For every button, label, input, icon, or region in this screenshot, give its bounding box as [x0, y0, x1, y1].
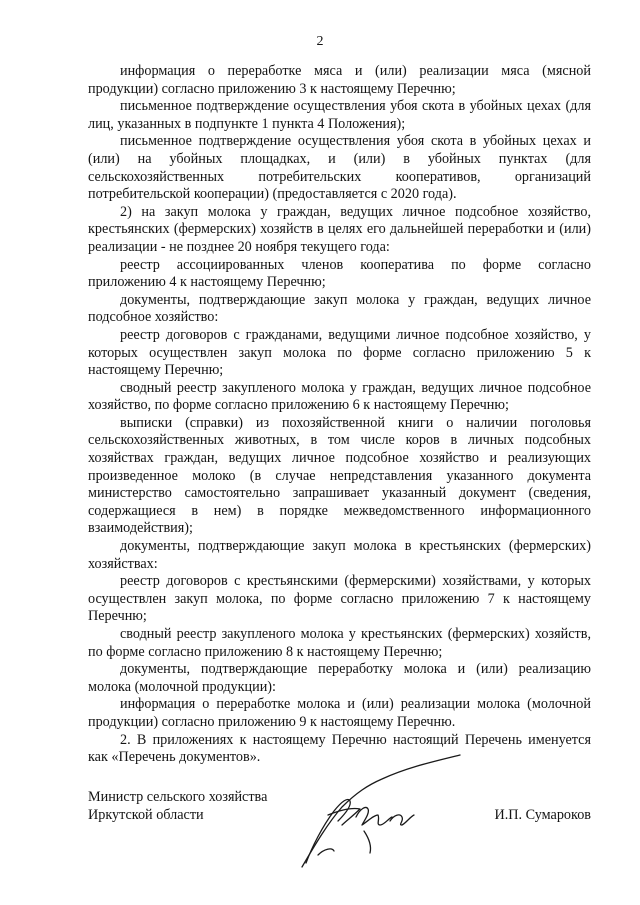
- document-body: [88, 63, 591, 767]
- paragraph: выписки (справки) из похозяйственной книги о наличии поголовья сельскохозяйственных животных, в том числе коров в личных подсобных хозяйствах граждан, ведущих личное подсобное хозяйство и реализующих произведенное молоко (в случае непредставления указанного документа министерство самостоятельно запрашивает указанный документ (сведения, содержащиеся в нем) в порядке межведомственного информационного взаимодействия);: [88, 414, 591, 537]
- page-number: 2: [316, 34, 324, 49]
- signer-name: И.П. Сумароков: [494, 806, 591, 823]
- paragraph: 2) на закуп молока у граждан, ведущих личное подсобное хозяйство, крестьянских (фермерских) хозяйств в целях его дальнейшей переработки и (или) реализации - не позднее 20 ноября текущего года:: [88, 203, 591, 255]
- paragraph: информация о переработке молока и (или) реализации молока (молочной продукции) согласно приложению 9 к настоящему Перечню.: [88, 696, 591, 730]
- signer-position: [88, 789, 267, 824]
- paragraph: реестр ассоциированных членов кооператива по форме согласно приложению 4 к настоящему Перечню;: [88, 256, 591, 291]
- paragraph: документы, подтверждающие закуп молока в крестьянских (фермерских) хозяйствах:: [88, 538, 591, 572]
- paragraph: информация о переработке мяса и (или) реализации мяса (мясной продукции) согласно приложению 3 к настоящему Перечню;: [88, 63, 591, 97]
- paragraph: письменное подтверждение осуществления убоя скота в убойных цехах и (или) на убойных площадках, и (или) в убойных пунктах (для сельскохозяйственных потребительских кооперативов, организаций потребительской кооперации) (предоставляется с 2020 года).: [88, 133, 591, 203]
- paragraph: сводный реестр закупленого молока у граждан, ведущих личное подсобное хозяйство, по форме согласно приложению 6 к настоящему Перечню;: [88, 379, 591, 414]
- paragraph: документы, подтверждающие закуп молока у граждан, ведущих личное подсобное хозяйство:: [88, 291, 591, 326]
- handwritten-signature-icon: [298, 751, 468, 871]
- paragraph: реестр договоров с гражданами, ведущими личное подсобное хозяйство, у которых осуществлен закуп молока по форме согласно приложению 5 к настоящему Перечню;: [88, 326, 591, 379]
- paragraph: письменное подтверждение осуществления убоя скота в убойных цехах (для лиц, указанных в подпункте 1 пункта 4 Положения);: [88, 98, 591, 132]
- paragraph: 2. В приложениях к настоящему Перечню настоящий Перечень именуется как «Перечень документов».: [88, 731, 591, 766]
- signer-position-line: Министр сельского хозяйства: [88, 789, 268, 805]
- paragraph: документы, подтверждающие переработку молока и (или) реализацию молока (молочной продукции):: [88, 661, 591, 695]
- signer-position-line: Иркутской области: [88, 806, 204, 823]
- paragraph: реестр договоров с крестьянскими (фермерскими) хозяйствами, у которых осуществлен закуп молока, по форме согласно приложению 7 к настоящему Перечню;: [88, 573, 591, 625]
- paragraph: сводный реестр закупленого молока у крестьянских (фермерских) хозяйств, по форме согласно приложению 8 к настоящему Перечню;: [88, 626, 591, 660]
